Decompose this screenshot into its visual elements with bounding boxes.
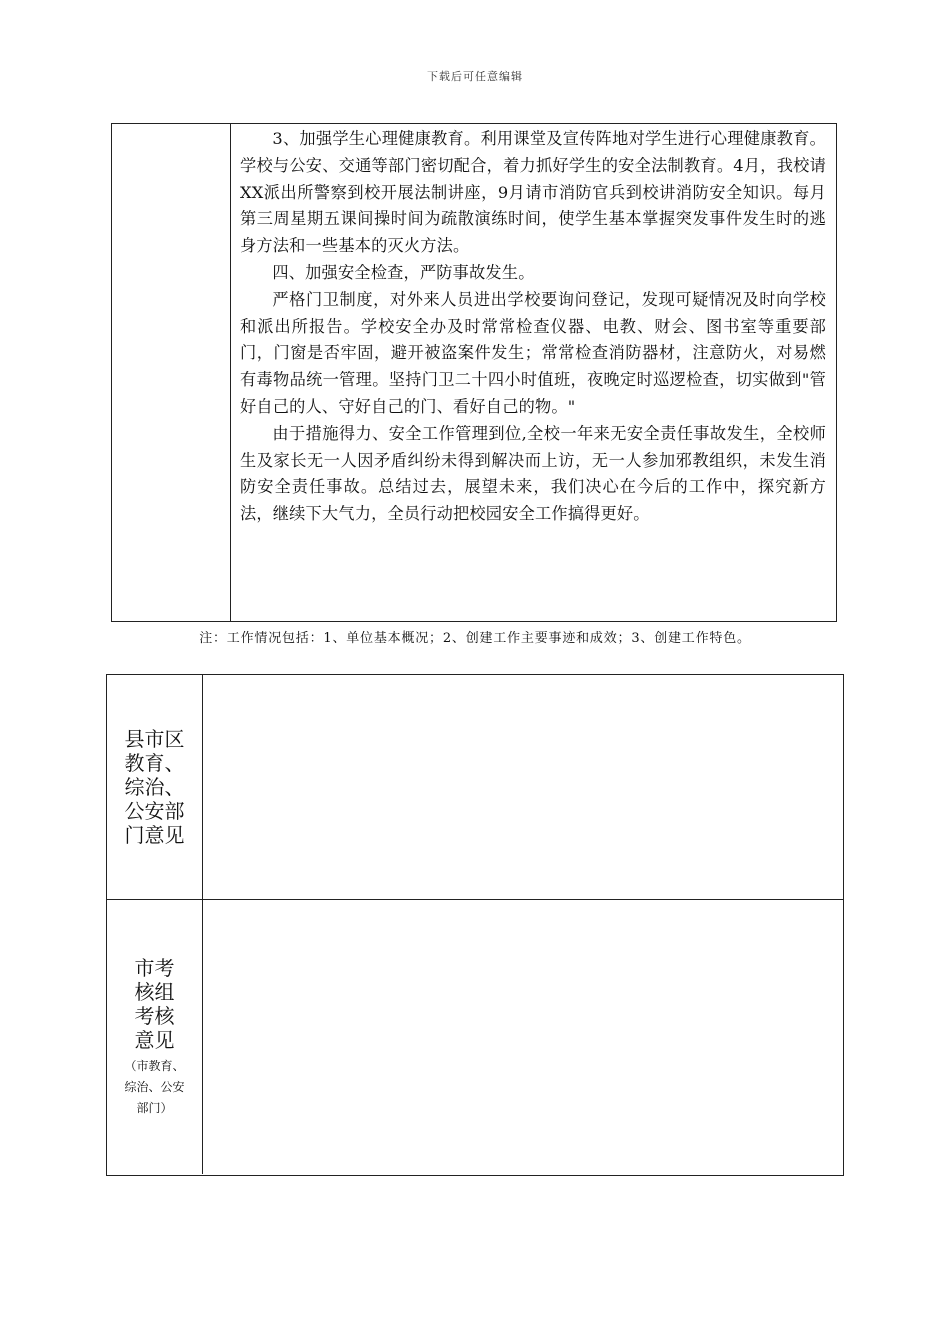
label-line: 门意见	[124, 823, 185, 847]
paragraph-gate-guard: 严格门卫制度，对外来人员进出学校要询问登记，发现可疑情况及时向学校和派出所报告。学校安全办及时常常检查仪器、电教、财会、图书室等重要部门，门窗是否牢固，避开被盗案件发生；常常检查消防器材，注意防火，对易燃有毒物品统一管理。坚持门卫二十四小时值班，夜晚定时巡逻检查，切实做到"管好自己的人、守好自己的门、看好自己的物。"	[240, 289, 826, 416]
city-review-sublabel	[124, 1056, 184, 1119]
page-header-note: 下载后可任意编辑	[427, 70, 523, 83]
label-line: 意见	[134, 1027, 175, 1052]
county-opinion-label-cell	[107, 675, 203, 899]
paragraph-psych-education: 3、加强学生心理健康教育。利用课堂及宣传阵地对学生进行心理健康教育。学校与公安、交通等部门密切配合，着力抓好学生的安全法制教育。4月，我校请XX派出所警察到校开展法制讲座，9月请市消防官兵到校讲消防安全知识。每月第三周星期五课间操时间为疏散演练时间，使学生基本掌握突发事件发生时的逃身方法和一些基本的灭火方法。	[240, 129, 826, 256]
label-line: 公安部	[124, 799, 185, 823]
city-review-label	[135, 956, 175, 1052]
city-review-input-cell[interactable]	[203, 900, 843, 1174]
work-situation-label-cell	[112, 124, 231, 621]
county-opinion-row	[107, 675, 843, 900]
sublabel-line: 部门）	[136, 1100, 173, 1115]
table-footnote: 注：工作情况包括：1、单位基本概况；2、创建工作主要事迹和成效；3、创建工作特色。	[199, 631, 751, 646]
label-line: 县市区	[124, 727, 185, 751]
city-review-label-cell	[107, 900, 203, 1174]
city-review-row	[107, 900, 843, 1174]
work-situation-table	[111, 123, 837, 622]
label-line: 教育、	[124, 751, 185, 775]
label-line: 综治、	[124, 775, 185, 799]
sublabel-line: （市教育、	[124, 1058, 185, 1073]
county-opinion-label	[125, 727, 185, 847]
sublabel-line: 综治、公安	[124, 1079, 185, 1094]
label-line: 考核	[134, 1003, 175, 1028]
label-line: 核组	[134, 979, 175, 1004]
opinion-table	[106, 674, 844, 1176]
label-line: 市考	[134, 955, 175, 980]
paragraph-safety-check-heading: 四、加强安全检查，严防事故发生。	[272, 262, 535, 282]
county-opinion-input-cell[interactable]	[203, 675, 843, 899]
paragraph-summary: 由于措施得力、安全工作管理到位,全校一年来无安全责任事故发生，全校师生及家长无一人因矛盾纠纷未得到解决而上访，无一人参加邪教组织，未发生消防安全责任事故。总结过去，展望未来，我们决心在今后的工作中，探究新方法，继续下大气力，全员行动把校园安全工作搞得更好。	[240, 423, 826, 524]
work-situation-content-cell	[231, 124, 836, 621]
